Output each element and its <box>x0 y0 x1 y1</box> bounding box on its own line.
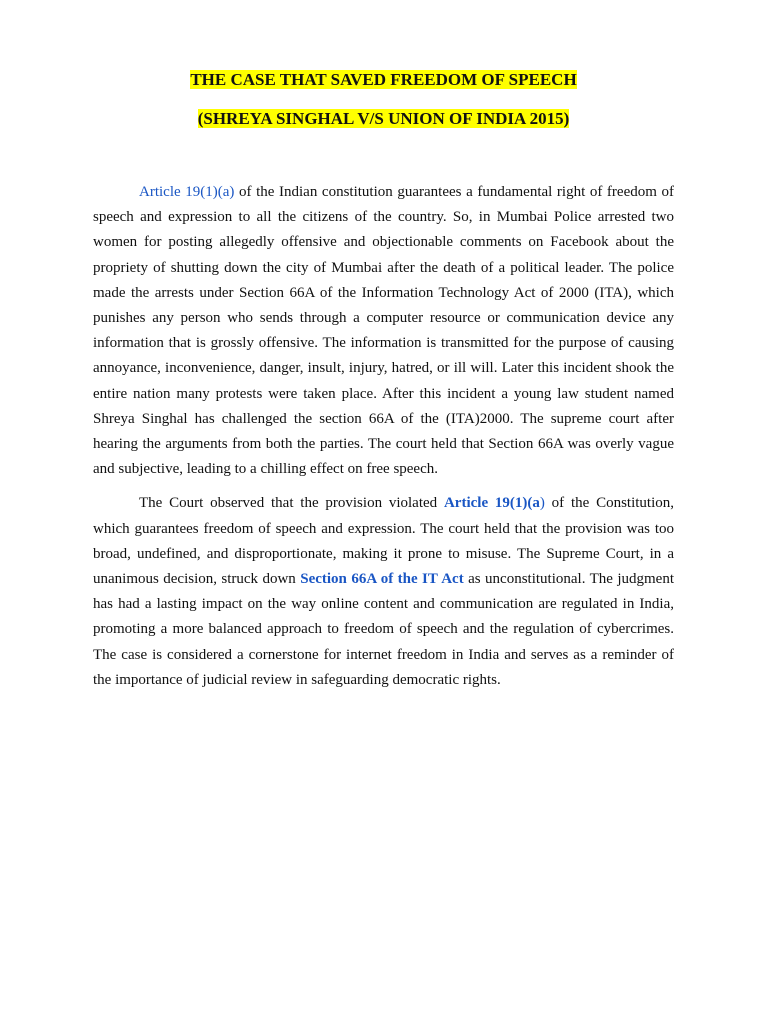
title-line-2-highlight: (SHREYA SINGHAL V/S UNION OF INDIA 2015) <box>197 109 570 128</box>
section-66a-link[interactable]: Section 66A of the IT Act <box>300 571 464 588</box>
paragraph-2-text-before: The Court observed that the provision violated <box>139 495 444 512</box>
title-line-1 <box>93 70 674 90</box>
paragraph-2-text-middle: of the Constitution, which guarantees freedom of speech and expression. The court held that the provision was too broad, undefined, and disproportionate, making it prone to misuse. The Supreme Court, in a unanimous decision, struck down <box>93 495 675 588</box>
title-line-2 <box>93 109 674 129</box>
paragraph-2-text-after: as unconstitutional. The judgment has had a lasting impact on the way online content and communication are regulated in India, promoting a more balanced approach to freedom of speech and the regulation of cybercrimes. The case is considered a cornerstone for internet freedom in India and serves as a reminder of the importance of judicial review in safeguarding democratic rights. <box>93 571 674 688</box>
article-19-link[interactable]: Article 19(1)(a) <box>139 184 235 200</box>
document-page <box>93 64 674 693</box>
paragraph-2 <box>93 491 674 693</box>
paragraph-1-text: of the Indian constitution guarantees a fundamental right of freedom of speech and expression to all the citizens of the country. So, in Mumbai Police arrested two women for posting allegedly offensive and objectionable comments on Facebook about the propriety of shutting down the city of Mumbai after the death of a political leader. The police made the arrests under Section 66A of the Information Technology Act of 2000 (ITA), which punishes any person who sends through a computer resource or communication device any information that is grossly offensive. The information is transmitted for the purpose of causing annoyance, inconvenience, danger, insult, injury, hatred, or ill will. Later this incident shook the entire nation many protests were taken place. After this incident a young law student named Shreya Singhal has challenged the section 66A of the (ITA)2000. The supreme court after hearing the arguments from both the parties. The court held that Section 66A was overly vague and subjective, leading to a chilling effect on free speech. <box>93 184 674 478</box>
paragraph-1 <box>93 180 674 482</box>
title-line-1-highlight: THE CASE THAT SAVED FREEDOM OF SPEECH <box>190 70 577 89</box>
article-19-link-tail: ) <box>539 495 545 512</box>
article-19-bold-link[interactable]: Article 19(1)(a <box>443 495 540 512</box>
